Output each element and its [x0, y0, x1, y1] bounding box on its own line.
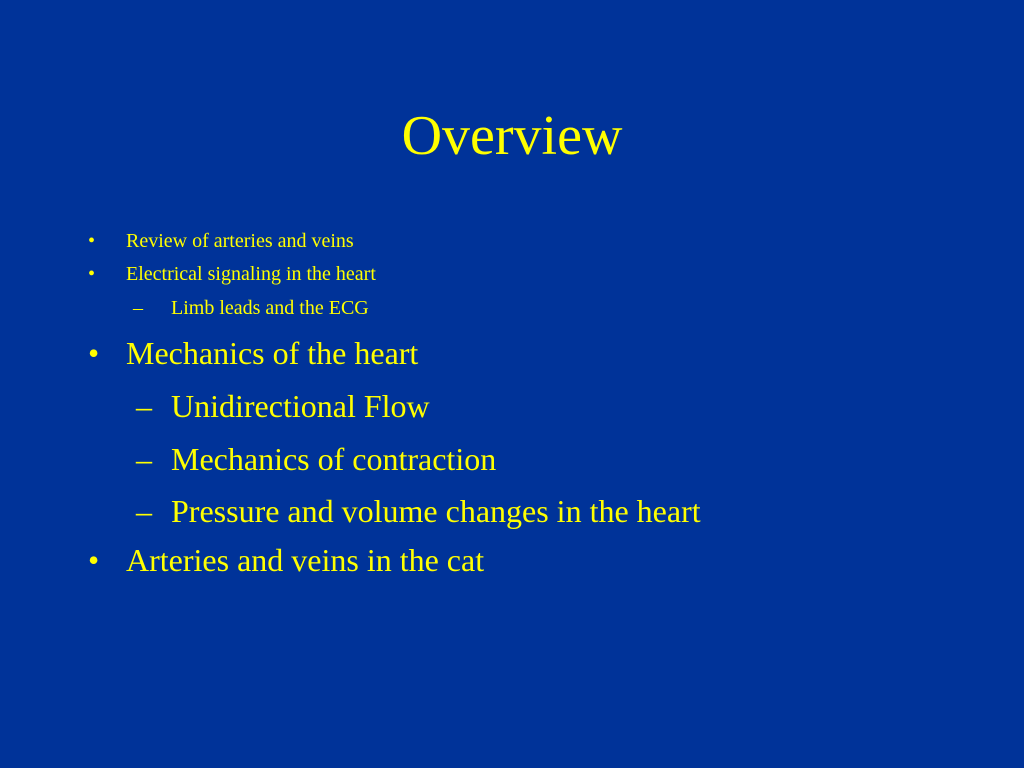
sub-item-contraction: Mechanics of contraction: [171, 441, 497, 477]
bullet-item-mechanics: Mechanics of the heart: [126, 335, 419, 371]
bullet-item-cat: Arteries and veins in the cat: [126, 542, 485, 578]
dash-icon: –: [133, 297, 143, 319]
bullet-item-electrical-signaling: Electrical signaling in the heart: [126, 263, 376, 285]
dash-icon: –: [136, 388, 152, 424]
bullet-icon: •: [88, 263, 96, 285]
bullet-item-review: Review of arteries and veins: [126, 230, 354, 252]
bullet-icon: •: [88, 230, 96, 252]
sub-item-limb-leads: Limb leads and the ECG: [171, 297, 369, 319]
slide-title: Overview: [401, 105, 623, 167]
sub-item-pressure-volume: Pressure and volume changes in the heart: [171, 493, 701, 529]
dash-icon: –: [136, 493, 152, 529]
dash-icon: –: [136, 441, 152, 477]
sub-item-unidirectional-flow: Unidirectional Flow: [171, 388, 430, 424]
bullet-icon: •: [88, 542, 100, 578]
bullet-icon: •: [88, 335, 100, 371]
